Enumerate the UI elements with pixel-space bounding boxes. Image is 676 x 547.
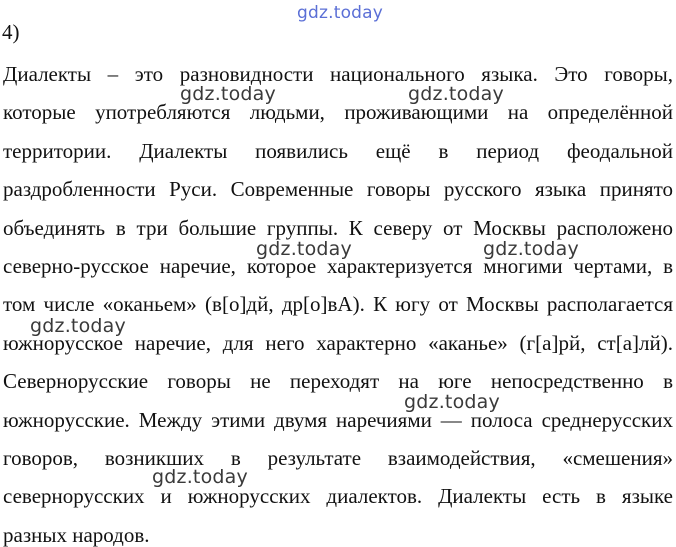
text-line: южнорусское наречие, для него характерно «аканье» (г[а]рй, ст[а]лй). (3, 331, 673, 355)
text-line: севернорусских и южнорусских диалектов. Диалекты есть в языке (3, 484, 673, 508)
watermark: gdz.today (256, 238, 352, 260)
text-line: разных народов. (3, 523, 150, 547)
watermark: gdz.today (483, 238, 579, 260)
text-line: территории. Диалекты появились ещё в период феодальной (3, 139, 673, 163)
text-line: южнорусские. Между этими двумя наречиями — полоса среднерусских (3, 408, 673, 432)
text-line: Севернорусские говоры не переходят на юге непосредственно в (3, 369, 673, 393)
watermark: gdz.today (152, 466, 248, 488)
text-line: раздробленности Руси. Современные говоры русского языка принято (3, 177, 673, 201)
text-line: том числе «оканьем» (в[о]дй, др[о]вА). К югу от Москвы располагается (3, 292, 673, 316)
text-line: говоров, возникших в результате взаимодействия, «смешения» (3, 446, 673, 470)
watermark: gdz.today (408, 83, 504, 105)
watermark: gdz.today (297, 3, 384, 23)
text-line: которые употребляются людьми, проживающими на определённой (3, 100, 673, 124)
watermark: gdz.today (180, 83, 276, 105)
text-line: Диалекты – это разновидности национального языка. Это говоры, (3, 62, 673, 86)
watermark: gdz.today (404, 391, 500, 413)
text-line: северно-русское наречие, которое характеризуется многими чертами, в (3, 254, 673, 278)
task-number: 4) (2, 20, 20, 44)
text-line: объединять в три большие группы. К северу от Москвы расположено (3, 216, 673, 240)
watermark: gdz.today (30, 315, 126, 337)
